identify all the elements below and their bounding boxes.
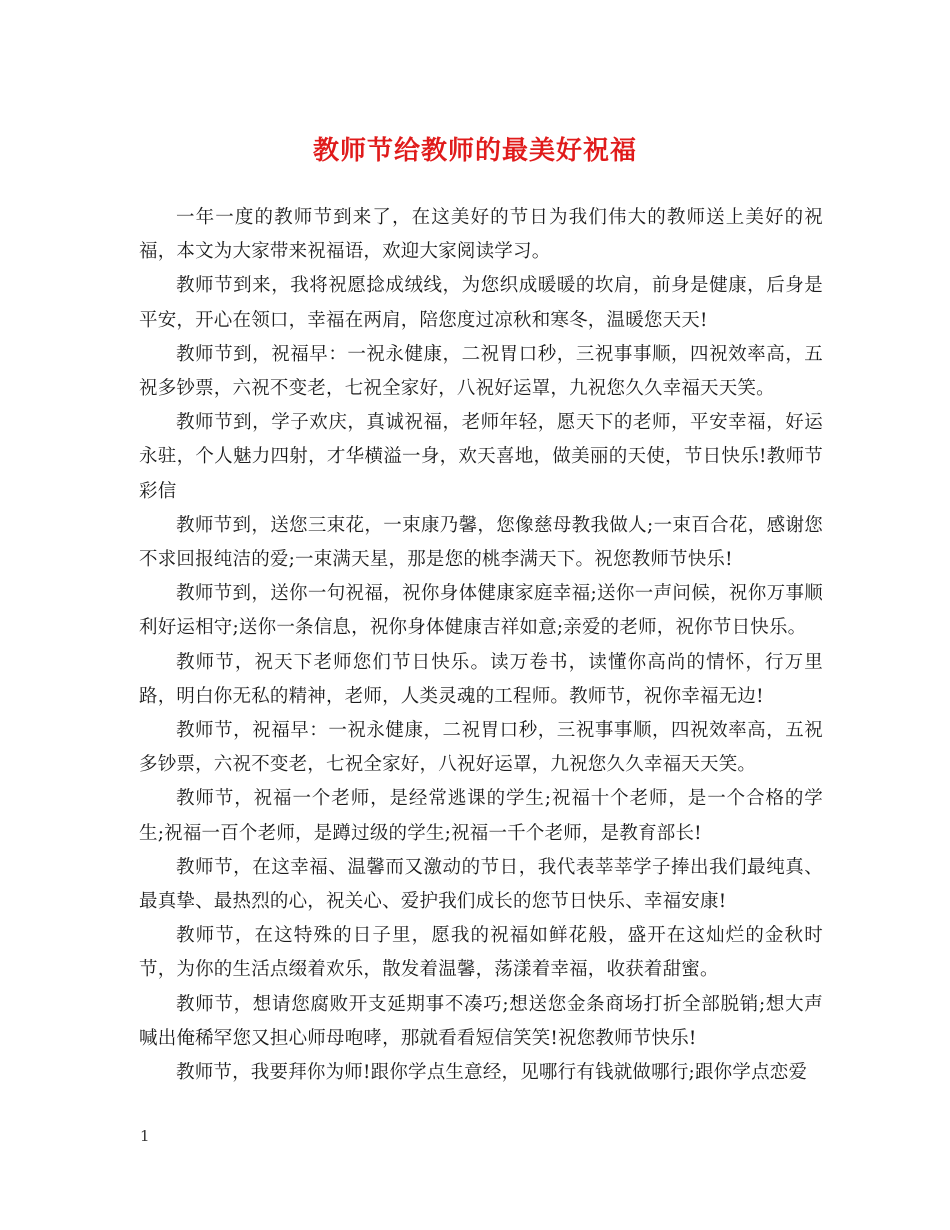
page-number: 1 [140,1127,150,1145]
paragraph: 教师节到，送你一句祝福，祝你身体健康家庭幸福;送你一声问候，祝你万事顺利好运相守;送你一条信息，祝你身体健康吉祥如意;亲爱的老师，祝你节日快乐。 [139,583,823,639]
paragraph: 教师节，在这幸福、温馨而又激动的节日，我代表莘莘学子捧出我们最纯真、最真挚、最热烈的心，祝关心、爱护我们成长的您节日快乐、幸福安康! [139,856,823,913]
paragraph: 教师节，祝天下老师您们节日快乐。读万卷书，读懂你高尚的情怀，行万里路，明白你无私的精神，老师，人类灵魂的工程师。教师节，祝你幸福无边! [139,651,823,707]
paragraph: 教师节，我要拜你为师!跟你学点生意经，见哪行有钱就做哪行;跟你学点恋爱 [176,1062,808,1084]
paragraph: 教师节到，送您三束花，一束康乃馨，您像慈母教我做人;一束百合花，感谢您不求回报纯洁的爱;一束满天星，那是您的桃李满天下。祝您教师节快乐! [139,514,823,571]
document-title: 教师节给教师的最美好祝福 [312,136,637,166]
paragraph: 教师节到来，我将祝愿捻成绒线，为您织成暖暖的坎肩，前身是健康，后身是平安，开心在领口，幸福在两肩，陪您度过凉秋和寒冬，温暖您天天! [139,275,823,331]
paragraph: 教师节，在这特殊的日子里，愿我的祝福如鲜花般，盛开在这灿烂的金秋时节，为你的生活点缀着欢乐，散发着温馨，荡漾着幸福，收获着甜蜜。 [139,925,823,981]
paragraph: 教师节，想请您腐败开支延期事不凑巧;想送您金条商场打折全部脱销;想大声喊出俺稀罕您又担心师母咆哮，那就看看短信笑笑!祝您教师节快乐! [139,993,823,1049]
document-body [139,201,823,1090]
paragraph: 教师节到，学子欢庆，真诚祝福，老师年轻，愿天下的老师，平安幸福，好运永驻，个人魅力四射，才华横溢一身，欢天喜地，做美丽的天使，节日快乐!教师节彩信 [139,412,823,502]
paragraph: 教师节，祝福早：一祝永健康，二祝胃口秒，三祝事事顺，四祝效率高，五祝多钞票，六祝不变老，七祝全家好，八祝好运罩，九祝您久久幸福天天笑。 [139,720,823,776]
paragraph: 一年一度的教师节到来了，在这美好的节日为我们伟大的教师送上美好的祝福，本文为大家带来祝福语，欢迎大家阅读学习。 [139,207,823,263]
paragraph: 教师节到，祝福早：一祝永健康，二祝胃口秒，三祝事事顺，四祝效率高，五祝多钞票，六祝不变老，七祝全家好，八祝好运罩，九祝您久久幸福天天笑。 [139,343,823,400]
paragraph: 教师节，祝福一个老师，是经常逃课的学生;祝福十个老师，是一个合格的学生;祝福一百个老师，是蹲过级的学生;祝福一千个老师，是教育部长! [139,788,823,844]
